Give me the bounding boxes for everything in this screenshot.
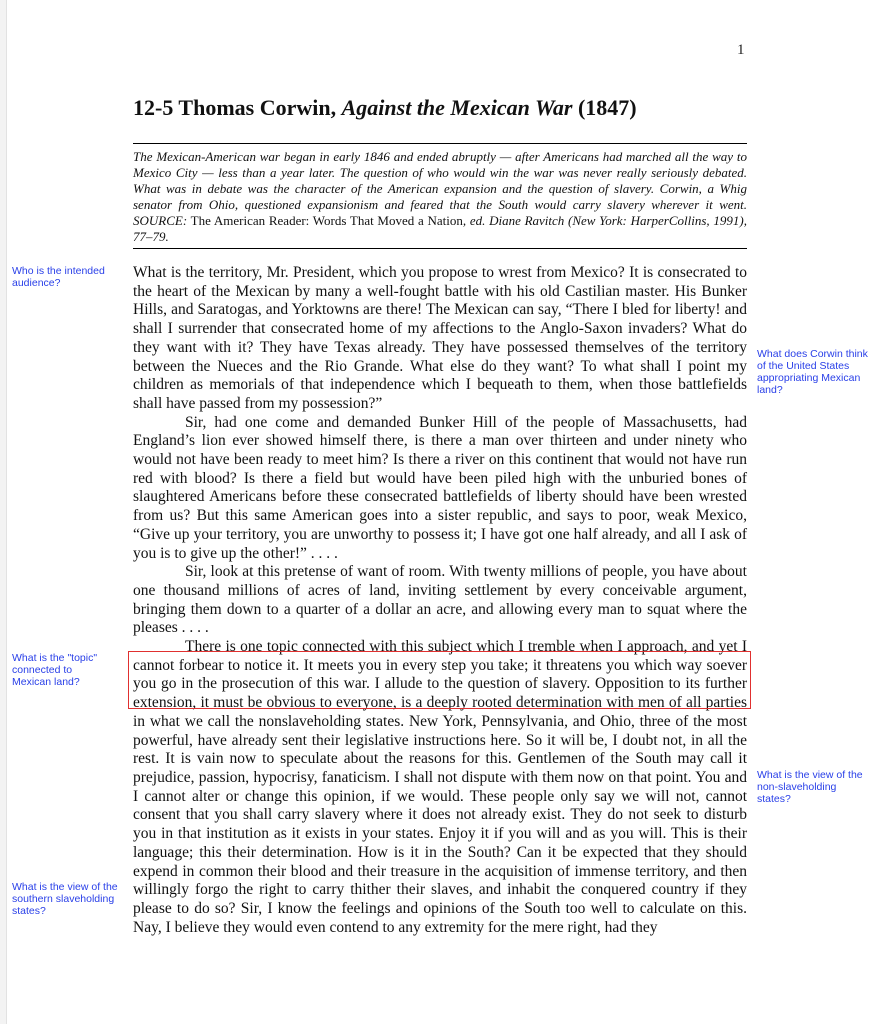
- document-title: [133, 95, 637, 121]
- page-left-margin: [0, 0, 7, 1024]
- title-year: (1847): [572, 95, 637, 120]
- intro-citation: , ed. Diane Ravitch (New York: HarperCollins, 1991), 77–79.: [133, 213, 747, 244]
- paragraph-4: There is one topic connected with this subject which I tremble when I approach, and yet I cannot forbear to notice it. It meets you in every step you take; it threatens you which way soever you go in the prosecution of this war. I allude to the question of slavery. Opposition to its further extension, it must be obvious to everyone, is a deeply rooted determination with men of all parties in what we call the nonslaveholding states. New York, Pennsylvania, and Ohio, three of the most powerful, have already sent their legislative instructions here. So it will be, I doubt not, in all the rest. It is vain now to speculate about the reasons for this. Gentlemen of the South may call it prejudice, passion, hypocrisy, fanaticism. I shall not dispute with them now on that point. You and I cannot alter or change this opinion, if we would. These people only say we will not, cannot consent that you shall carry slavery where it does not already exist. They do not seek to disturb you in that institution as it exists in your states. Enjoy it if you will and as you will. This is their language; this their determination. How is it in the South? Can it be expected that they should expend in common their blood and their treasure in the acquisition of immense territory, and then willingly forgo the right to carry thither their slaves, and inhabit the conquered country if they please to do so? Sir, I know the feelings and opinions of the South too well to calculate on this. Nay, I believe they would even contend to any extremity for the mere right, had they: [133, 638, 747, 936]
- annotation-southern-view: What is the view of the southern slaveholding states?: [12, 881, 118, 917]
- intro-text: The Mexican-American war began in early 1846 and ended abruptly — after Americans had marched all the way to Mexico City — less than a year later. The question of who would win the war was never really seriously debated. What was in debate was the character of the American expansion and the question of slavery. Corwin, a Whig senator from Ohio, questioned expansionism and feared that the South would carry slavery wherever it went. SOURCE:: [133, 149, 747, 228]
- intro-book-title: The American Reader: Words That Moved a Nation: [187, 213, 463, 228]
- speech-body: [133, 264, 747, 937]
- slavery-topic-highlight: [128, 651, 751, 709]
- page-number: 1: [737, 42, 745, 58]
- paragraph-2: Sir, had one come and demanded Bunker Hill of the people of Massachusetts, had England’s lion ever showed himself there, is there a man over thirteen and under ninety who would not have been ready to meet him? Is there a river on this continent that would not have run red with blood? Is there a field but would have been piled high with the unburied bones of slaughtered Americans before these consecrated battlefields of liberty should have been wrested from us? But this same American goes into a sister republic, and says to poor, weak Mexico, “Give up your territory, you are unworthy to possess it; I have got one half already, and all I ask of you is to give up the other!” . . . .: [133, 413, 747, 562]
- annotation-intended-audience: Who is the intended audience?: [12, 265, 105, 289]
- intro-headnote: [133, 143, 747, 249]
- annotation-corwin-view: What does Corwin think of the United States appropriating Mexican land?: [757, 348, 868, 396]
- title-prefix: 12-5 Thomas Corwin,: [133, 95, 342, 120]
- title-work: Against the Mexican War: [341, 95, 573, 120]
- annotation-nonslaveholding-view: What is the view of the non-slaveholding states?: [757, 769, 863, 805]
- paragraph-3: Sir, look at this pretense of want of room. With twenty millions of people, you have about one thousand millions of acres of land, inviting settlement by every conceivable argument, bringing them down to a quarter of a dollar an acre, and allowing every man to squat where the pleases . . . .: [133, 563, 747, 637]
- annotation-topic-connected: What is the "topic" connected to Mexican land?: [12, 652, 98, 688]
- paragraph-1: What is the territory, Mr. President, which you propose to wrest from Mexico? It is consecrated to the heart of the Mexican by many a well-fought battle with his old Castilian master. His Bunker Hills, and Saratogas, and Yorktowns are there! The Mexican can say, “There I bled for liberty! and shall I surrender that consecrated home of my affections to the Anglo-Saxon invaders? What do they want with it? They have Texas already. They have possessed themselves of the territory between the Nueces and the Rio Grande. What else do they want? To what shall I point my children as memorials of that independence which I bequeath to them, when those battlefields shall have passed from my possession?”: [133, 264, 747, 412]
